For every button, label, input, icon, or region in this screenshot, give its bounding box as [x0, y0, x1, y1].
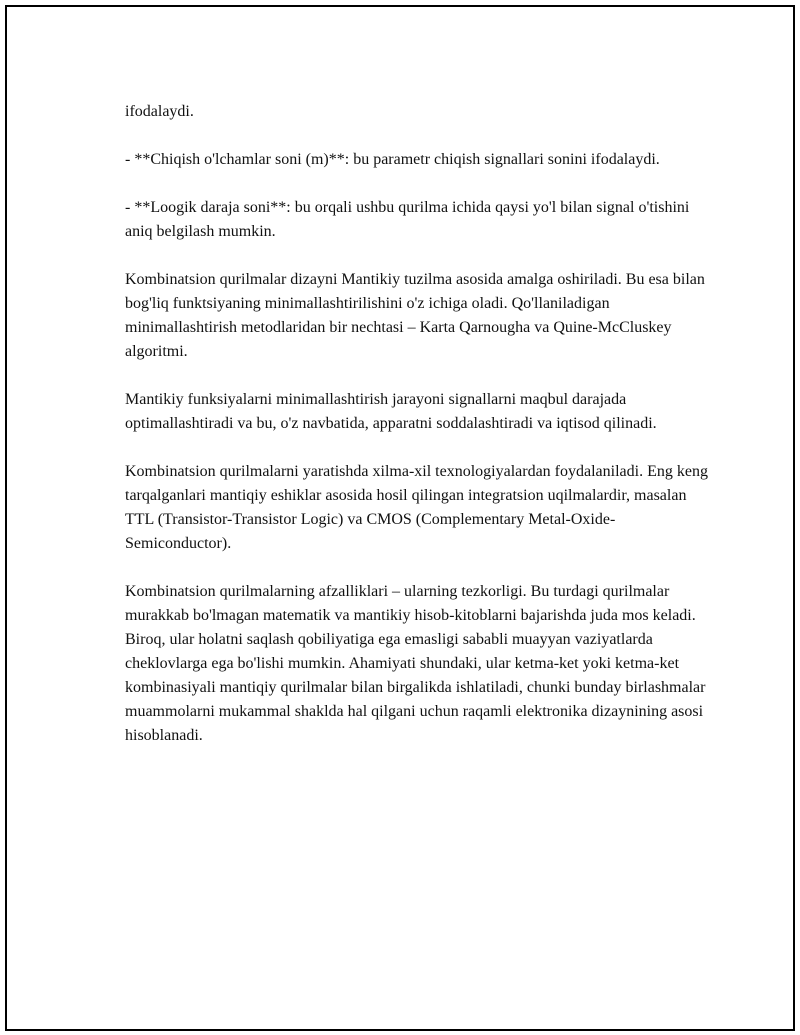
paragraph-optimization: Mantikiy funksiyalarni minimallashtirish jarayoni signallarni maqbul darajada optimallashtiradi va bu, o'z navbatida, apparatni soddalashtiradi va iqtisod qilinadi. [125, 391, 657, 432]
paragraph-technologies: Kombinatsion qurilmalarni yaratishda xilma-xil texnologiyalardan foydalaniladi. Eng keng tarqalganlari mantiqiy eshiklar asosida hosil qilingan integratsion uqilmalardir, masalan TTL (Transistor-Transistor Logic) va CMOS (Complementary Metal-Oxide-Semiconductor). [125, 463, 708, 552]
paragraph-advantages: Kombinatsion qurilmalarning afzalliklari – ularning tezkorligi. Bu turdagi qurilmalar murakkab bo'lmagan matematik va mantikiy hisob-kitoblarni bajarishda juda mos keladi. Biroq, ular holatni saqlash qobiliyatiga ega emasligi sababli muayyan vaziyatlarda cheklovlarga ega bo'lishi mumkin. Ahamiyati shundaki, ular ketma-ket yoki ketma-ket kombinasiyali mantiqiy qurilmalar bilan birgalikda ishlatiladi, chunki bunday birlashmalar muammolarni mukammal shaklda hal qilgani uchun raqamli elektronika dizaynining asosi hisoblanadi. [125, 583, 706, 744]
paragraph-continuation: ifodalaydi. [125, 103, 194, 120]
page-frame [5, 5, 795, 1031]
paragraph-logic-levels: - **Loogik daraja soni**: bu orqali ushbu qurilma ichida qaysi yo'l bilan signal o'tishini aniq belgilash mumkin. [125, 199, 690, 240]
document-body [125, 100, 715, 772]
paragraph-output-count: - **Chiqish o'lchamlar soni (m)**: bu parametr chiqish signallari sonini ifodalaydi. [125, 151, 660, 168]
paragraph-design-minimization: Kombinatsion qurilmalar dizayni Mantikiy tuzilma asosida amalga oshiriladi. Bu esa bilan bog'liq funktsiyaning minimallashtirilishini o'z ichiga oladi. Qo'llaniladigan minimallashtirish metodlaridan bir nechtasi – Karta Qarnougha va Quine-McCluskey algoritmi. [125, 271, 705, 360]
